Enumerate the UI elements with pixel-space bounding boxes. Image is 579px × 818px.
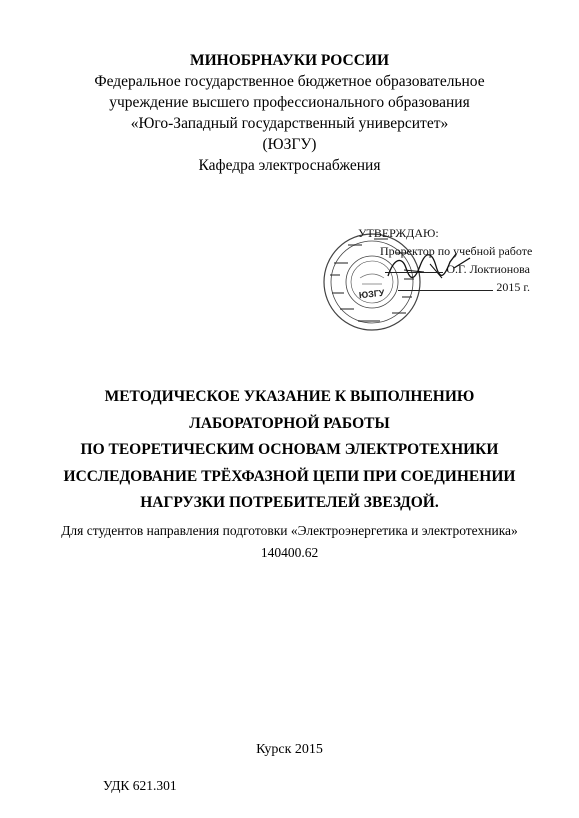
approval-block — [318, 222, 533, 342]
department-name: Кафедра электроснабжения — [198, 157, 381, 174]
approval-heading: УТВЕРЖДАЮ: — [358, 226, 439, 240]
institution-type-line: Федеральное государственное бюджетное образовательное — [94, 73, 485, 90]
title-line-4: ИССЛЕДОВАНИЕ ТРЁХФАЗНОЙ ЦЕПИ ПРИ СОЕДИНЕНИИ — [63, 467, 516, 485]
audience-line: Для студентов направления подготовки «Электроэнергетика и электротехника» — [61, 523, 518, 538]
approval-date — [358, 278, 538, 296]
ministry-name: МИНОБРНАУКИ РОССИИ — [189, 52, 390, 69]
signature-line — [385, 262, 443, 273]
title-line-3: ПО ТЕОРЕТИЧЕСКИМ ОСНОВАМ ЭЛЕКТРОТЕХНИКИ — [80, 441, 499, 458]
program-code: 140400.62 — [260, 545, 319, 560]
stamp-label: ЮЗГУ — [358, 287, 385, 301]
institution-header — [0, 50, 579, 176]
document-title — [0, 384, 579, 517]
university-name: «Юго-Западный государственный университет» — [130, 115, 449, 132]
approval-text — [358, 224, 538, 296]
university-abbreviation: (ЮЗГУ) — [262, 136, 317, 153]
approval-name: О.Г. Локтионова — [446, 262, 530, 276]
title-line-1: МЕТОДИЧЕСКОЕ УКАЗАНИЕ К ВЫПОЛНЕНИЮ — [104, 388, 475, 405]
approval-signatory — [358, 260, 538, 278]
education-level-line: учреждение высшего профессионального образования — [109, 94, 470, 111]
title-line-5: НАГРУЗКИ ПОТРЕБИТЕЛЕЙ ЗВЕЗДОЙ. — [140, 494, 439, 511]
approval-year: 2015 г. — [496, 280, 530, 294]
date-line — [398, 280, 493, 291]
approval-position: Проректор по учебной работе — [380, 244, 533, 258]
title-line-2: ЛАБОРАТОРНОЙ РАБОТЫ — [189, 414, 390, 432]
udk-code: УДК 621.301 — [103, 778, 177, 793]
audience-note — [0, 520, 579, 564]
city-year: Курск 2015 — [256, 742, 323, 757]
